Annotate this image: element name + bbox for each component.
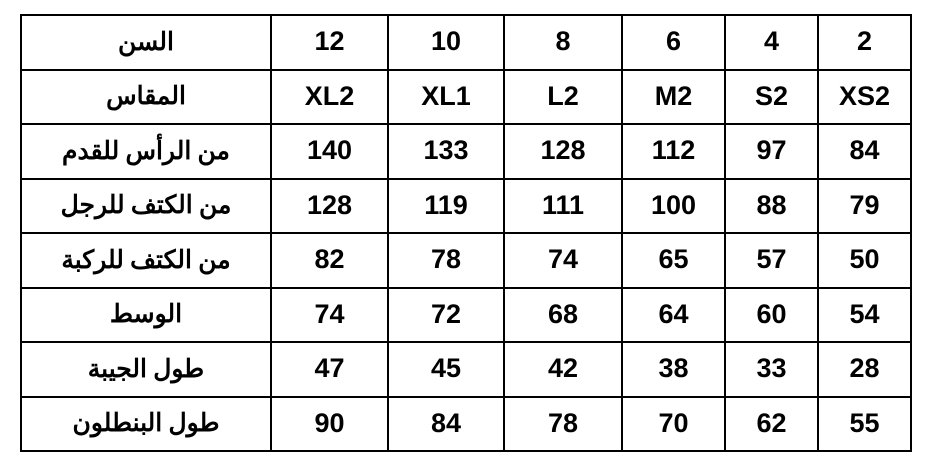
table-cell: 74 <box>504 233 622 288</box>
table-row <box>21 179 911 234</box>
table-row-label: طول البنطلون <box>21 397 271 452</box>
table-cell: 33 <box>725 342 818 397</box>
table-cell: 111 <box>504 179 622 234</box>
table-cell: 112 <box>622 124 725 179</box>
table-row-label: المقاس <box>21 70 271 125</box>
table-cell: 140 <box>271 124 388 179</box>
table-row <box>21 233 911 288</box>
table-row <box>21 15 911 70</box>
table-cell: 55 <box>818 397 911 452</box>
table-cell: XS2 <box>818 70 911 125</box>
table-cell: 60 <box>725 288 818 343</box>
table-cell: 65 <box>622 233 725 288</box>
table-cell: 70 <box>622 397 725 452</box>
table-row <box>21 397 911 452</box>
table-row <box>21 70 911 125</box>
table-cell: 38 <box>622 342 725 397</box>
table-cell: 128 <box>504 124 622 179</box>
table-cell: 90 <box>271 397 388 452</box>
table-cell: 78 <box>388 233 504 288</box>
table-cell: 119 <box>388 179 504 234</box>
table-cell: 64 <box>622 288 725 343</box>
table-cell: 47 <box>271 342 388 397</box>
table-cell: 28 <box>818 342 911 397</box>
table-cell: XL1 <box>388 70 504 125</box>
table-cell: 84 <box>818 124 911 179</box>
table-row-label: من الرأس للقدم <box>21 124 271 179</box>
table-cell: S2 <box>725 70 818 125</box>
table-row <box>21 124 911 179</box>
table-cell: 82 <box>271 233 388 288</box>
table-cell: 62 <box>725 397 818 452</box>
table-row-label: طول الجيبة <box>21 342 271 397</box>
table-row-label: السن <box>21 15 271 70</box>
table-cell: 128 <box>271 179 388 234</box>
size-chart-table <box>20 14 912 452</box>
table-cell: 42 <box>504 342 622 397</box>
table-cell: 97 <box>725 124 818 179</box>
table-cell: 133 <box>388 124 504 179</box>
table-row <box>21 288 911 343</box>
table-cell: 100 <box>622 179 725 234</box>
table-cell: 12 <box>271 15 388 70</box>
table-cell: 68 <box>504 288 622 343</box>
table-cell: M2 <box>622 70 725 125</box>
table-cell: L2 <box>504 70 622 125</box>
table-row <box>21 342 911 397</box>
table-cell: 79 <box>818 179 911 234</box>
table-cell: 88 <box>725 179 818 234</box>
table-row-label: من الكتف للركبة <box>21 233 271 288</box>
table-cell: 4 <box>725 15 818 70</box>
table-cell: 2 <box>818 15 911 70</box>
table-cell: 72 <box>388 288 504 343</box>
table-cell: 8 <box>504 15 622 70</box>
table-cell: 74 <box>271 288 388 343</box>
table-row-label: من الكتف للرجل <box>21 179 271 234</box>
table-cell: 6 <box>622 15 725 70</box>
table-cell: 54 <box>818 288 911 343</box>
table-cell: 45 <box>388 342 504 397</box>
table-cell: 10 <box>388 15 504 70</box>
table-cell: 57 <box>725 233 818 288</box>
table-cell: XL2 <box>271 70 388 125</box>
table-cell: 84 <box>388 397 504 452</box>
table-cell: 78 <box>504 397 622 452</box>
table-cell: 50 <box>818 233 911 288</box>
table-row-label: الوسط <box>21 288 271 343</box>
